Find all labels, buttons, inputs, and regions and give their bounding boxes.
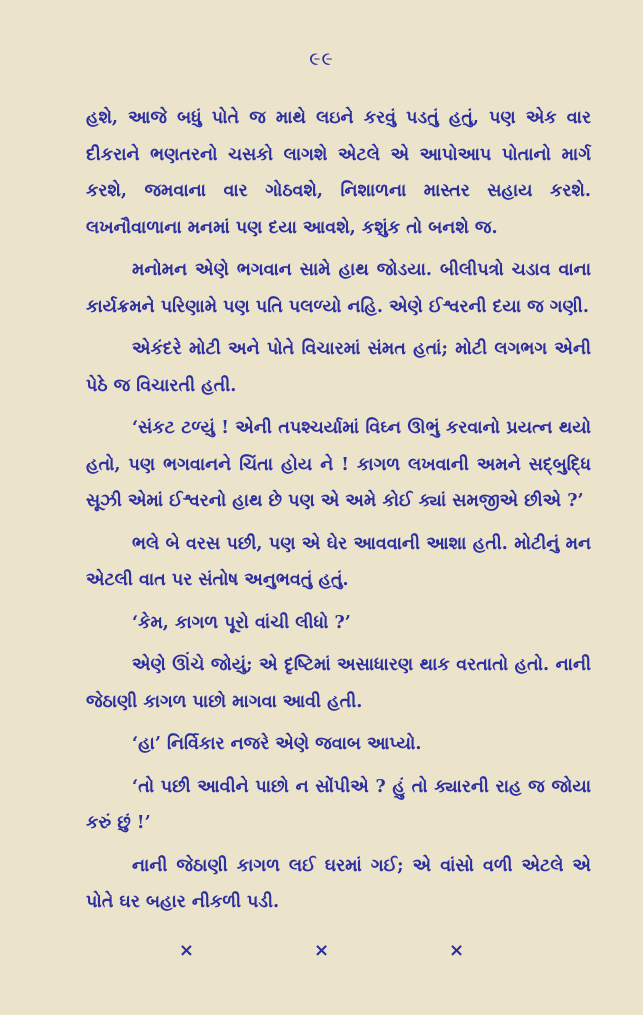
paragraph-4: ‘સંકટ ટળ્યું ! એની તપશ્ચર્યામાં વિઘ્ન ઊભું કરવાનો પ્રયત્ન થયો હતો, પણ ભગવાનને ચિંતા હોય ને ! કાગળ લખવાની અમને સદ્‌બુદ્ધિ સૂઝી એમાં ઈશ્વરનો હાથ છે પણ એ અમે કોઈ ક્યાં સમજીએ છીએ ?’ xyxy=(86,418,591,511)
paragraph-8: ‘હા’ નિર્વિકાર નજરે એણે જવાબ આપ્યો. xyxy=(132,734,422,754)
separator-mark: × xyxy=(449,940,465,961)
paragraph-1: હશે, આજે બધું પોતે જ માથે લઇને કરવું પડતું હતું, પણ એક વાર દીકરાને ભણતરનો ચસકો લાગશે એટલે એ આપોઆપ પોતાનો માર્ગ કરશે, જમવાના વાર ગોઠવશે, નિશાળના માસ્તર સહાય કરશે. લખનૌવાળાના મનમાં પણ દયા આવશે, કશુંક તો બનશે જ. xyxy=(86,108,591,238)
paragraph-9: ‘તો પછી આવીને પાછો ન સોંપીએ ? હું તો ક્યારની રાહ જ જોયા કરું છું !’ xyxy=(86,776,591,833)
paragraph-7: એણે ઊંચે જોયું; એ દૃષ્ટિમાં અસાધારણ થાક વરતાતો હતો. નાની જેઠાણી કાગળ પાછો માગવા આવી હતી. xyxy=(86,655,591,712)
paragraph-5: ભલે બે વરસ પછી, પણ એ ઘેર આવવાની આશા હતી. મોટીનું મન એટલી વાત પર સંતોષ અનુભવતું હતું. xyxy=(86,533,591,590)
body-text xyxy=(86,100,591,927)
paragraph-3: એકંદરે મોટી અને પોતે વિચારમાં સંમત હતાં; મોટી લગભગ એની પેઠે જ વિચારતી હતી. xyxy=(86,339,591,396)
separator-mark: × xyxy=(178,940,194,961)
section-separator xyxy=(0,940,643,961)
page-number: ૯૯ xyxy=(309,48,334,70)
paragraph-2: મનોમન એણે ભગવાન સામે હાથ જોડયા. બીલીપત્રો ચડાવ વાના કાર્યક્રમને પરિણામે પણ પતિ પલળ્યો નહિ. એણે ઈશ્વરની દયા જ ગણી. xyxy=(86,260,591,317)
paragraph-10: નાની જેઠાણી કાગળ લઈ ઘરમાં ગઈ; એ વાંસો વળી એટલે એ પોતે ઘર બહાર નીકળી પડી. xyxy=(86,855,591,912)
separator-mark: × xyxy=(313,940,330,961)
paragraph-6: ‘કેમ, કાગળ પૂરો વાંચી લીધો ?’ xyxy=(132,612,351,633)
